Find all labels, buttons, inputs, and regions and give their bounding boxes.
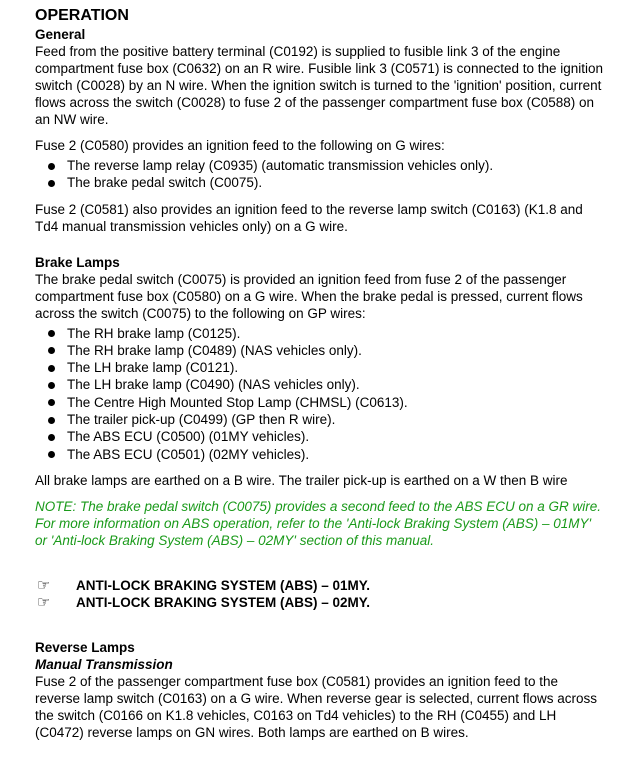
list-item-text: The trailer pick-up (C0499) (GP then R wire). (67, 412, 336, 428)
list-item (35, 411, 605, 428)
list-item-text: The RH brake lamp (C0489) (NAS vehicles only). (67, 342, 362, 358)
brake-lamps-section (35, 254, 605, 549)
bullet-icon (48, 330, 55, 337)
general-paragraph-1: Feed from the positive battery terminal (C0192) is supplied to fusible link 3 of the engine compartment fuse box (C0632) on an R wire. Fusible link 3 (C0571) is connected to the ignition switch (C0028) by an N wire. When the ignition switch is turned to the 'ignition' position, current flows across the switch (C0028) to fuse 2 of the passenger compartment fuse box (C0588) on an NW wire. (35, 44, 604, 127)
bullet-icon (48, 399, 55, 406)
list-item-text: The ABS ECU (C0501) (02MY vehicles). (67, 446, 310, 462)
brake-lamps-paragraph-2: All brake lamps are earthed on a B wire. The trailer pick-up is earthed on a W then B wire (35, 472, 568, 488)
list-item-text: The ABS ECU (C0500) (01MY vehicles). (67, 429, 310, 445)
cross-reference-list (35, 577, 605, 611)
bullet-icon (48, 365, 55, 372)
list-item-text: The LH brake lamp (C0490) (NAS vehicles only). (67, 377, 360, 393)
list-item (35, 359, 605, 376)
list-item-text: The brake pedal switch (C0075). (67, 175, 263, 191)
pointing-hand-icon: ☞ (37, 592, 51, 611)
page-title: OPERATION (35, 7, 129, 24)
bullet-icon (48, 180, 55, 187)
list-item (35, 174, 605, 191)
bullet-icon (48, 451, 55, 458)
cross-reference-abs-02my[interactable] (35, 594, 605, 611)
document-page (35, 6, 605, 741)
bullet-icon (48, 417, 55, 424)
cross-reference-text: ANTI-LOCK BRAKING SYSTEM (ABS) – 02MY. (76, 594, 371, 610)
bullet-icon (48, 382, 55, 389)
bullet-icon (48, 434, 55, 441)
manual-transmission-subheading: Manual Transmission (35, 656, 173, 672)
brake-lamps-paragraph-1: The brake pedal switch (C0075) is provided an ignition feed from fuse 2 of the passenger compartment fuse box (C0580) on a G wire. When the brake pedal is pressed, current flows across the switch (C0075) to the following on GP wires: (35, 271, 583, 321)
brake-lamps-heading: Brake Lamps (35, 254, 120, 270)
cross-reference-text: ANTI-LOCK BRAKING SYSTEM (ABS) – 01MY. (76, 577, 371, 593)
list-item (35, 446, 605, 463)
list-item (35, 394, 605, 411)
general-paragraph-3: Fuse 2 (C0581) also provides an ignition feed to the reverse lamp switch (C0163) (K1.8 and Td4 manual transmission vehicles only) on a G wire. (35, 201, 583, 234)
list-item (35, 428, 605, 445)
list-item-text: The RH brake lamp (C0125). (67, 325, 241, 341)
list-item (35, 157, 605, 174)
note-text: NOTE: The brake pedal switch (C0075) provides a second feed to the ABS ECU on a GR wire. For more information on ABS operation, refer to the 'Anti-lock Braking System (ABS) – 01MY' or 'Anti-lock Braking System (ABS) – 02MY' section of this manual. (35, 498, 602, 548)
general-heading: General (35, 27, 86, 42)
brake-lamps-bullet-list (35, 325, 605, 463)
list-item-text: The LH brake lamp (C0121). (67, 360, 239, 376)
list-item-text: The Centre High Mounted Stop Lamp (CHMSL) (C0613). (67, 394, 408, 410)
list-item (35, 325, 605, 342)
pointing-hand-icon: ☞ (37, 575, 51, 594)
reverse-lamps-heading: Reverse Lamps (35, 639, 135, 655)
general-section (35, 26, 605, 235)
list-item (35, 376, 605, 393)
list-item-text: The reverse lamp relay (C0935) (automatic transmission vehicles only). (67, 158, 494, 173)
general-paragraph-2: Fuse 2 (C0580) provides an ignition feed to the following on G wires: (35, 138, 445, 153)
bullet-icon (48, 347, 55, 354)
reverse-lamps-paragraph-1: Fuse 2 of the passenger compartment fuse box (C0581) provides an ignition feed to the reverse lamp switch (C0163) on a G wire. When reverse gear is selected, current flows across the switch (C0166 on K1.8 vehicles, C0163 on Td4 vehicles) to the RH (C0455) and LH (C0472) reverse lamps on GN wires. Both lamps are earthed on B wires. (35, 673, 597, 740)
cross-reference-abs-01my[interactable] (35, 577, 605, 594)
bullet-icon (48, 163, 55, 170)
general-bullet-list (35, 157, 605, 192)
list-item (35, 342, 605, 359)
reverse-lamps-section (35, 639, 605, 741)
